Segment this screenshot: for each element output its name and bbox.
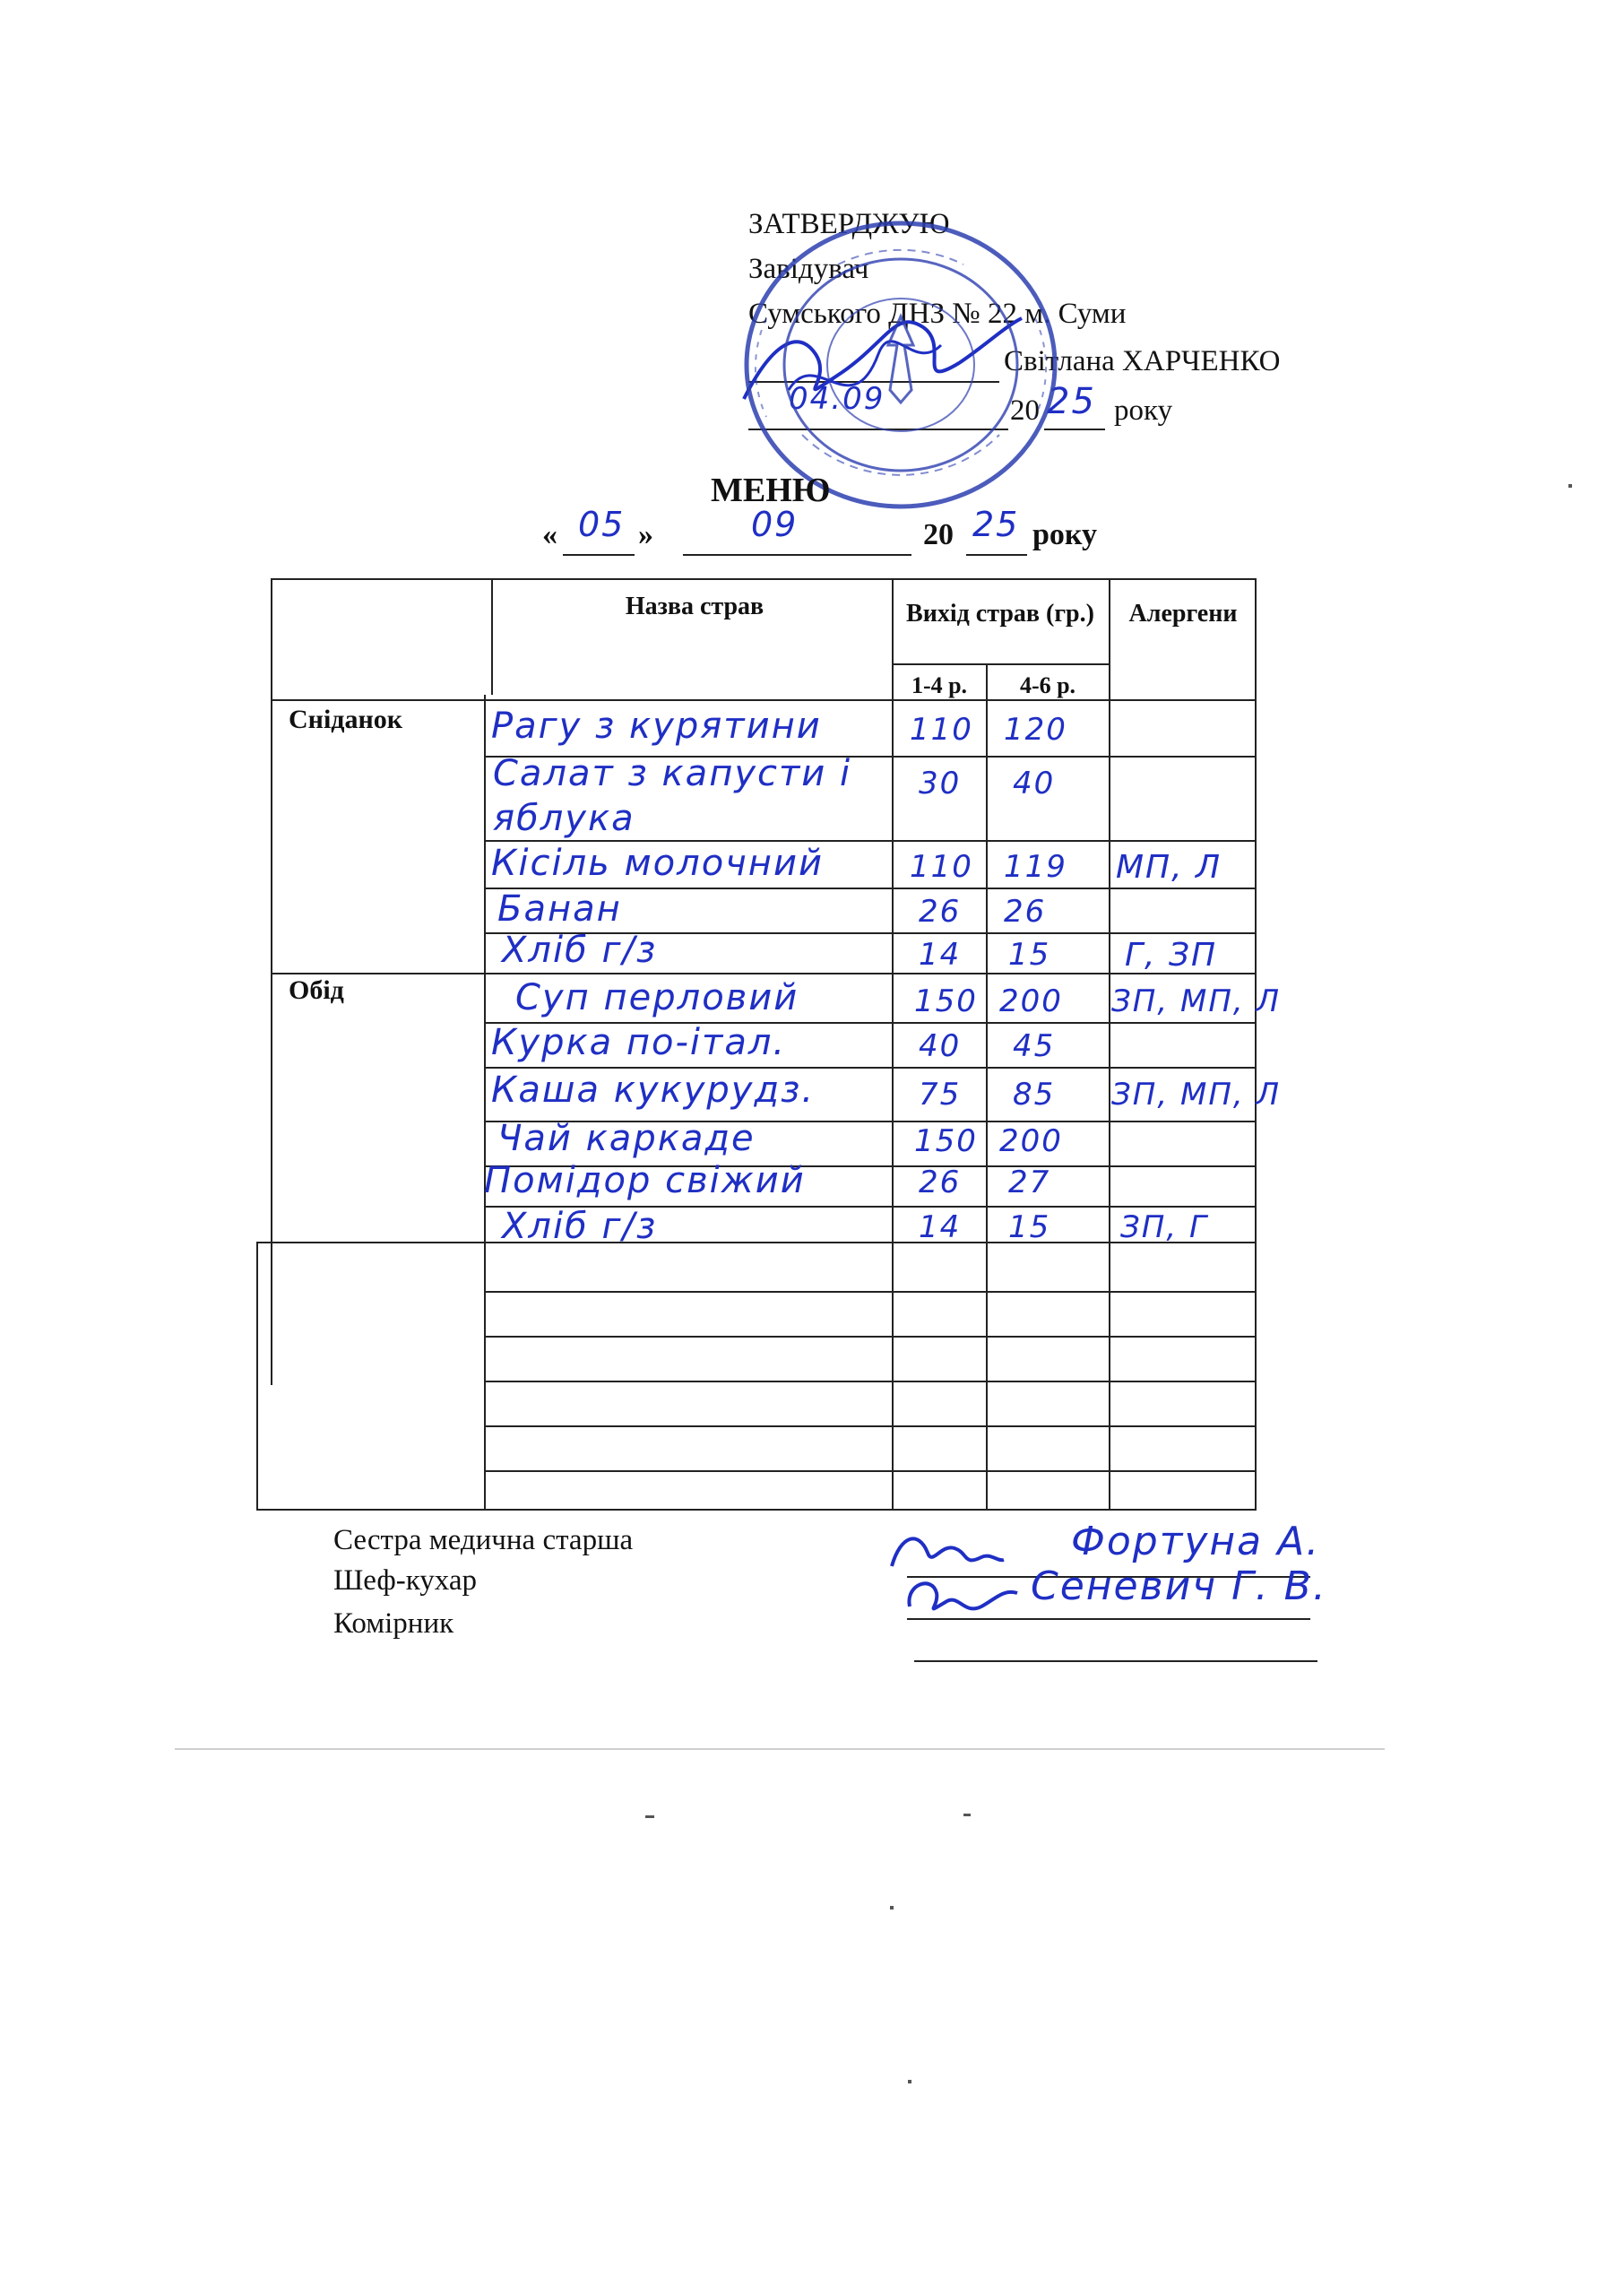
approval-year-prefix: 20 [1010, 394, 1040, 427]
table-bottom-border [256, 1509, 1257, 1511]
chef-label: Шеф-кухар [333, 1564, 477, 1597]
grams-4-6: 119 [1004, 849, 1067, 885]
grams-1-4: 26 [919, 1165, 962, 1200]
menu-month-line [683, 554, 911, 556]
grams-4-6: 120 [1004, 712, 1067, 748]
menu-day-line [563, 554, 635, 556]
dish-name: Помідор свіжий [484, 1160, 806, 1201]
header-allergens: Алергени [1128, 600, 1238, 628]
scan-speck [963, 1814, 971, 1816]
row-line [484, 1336, 1257, 1338]
grams-4-6: 15 [1008, 1209, 1051, 1245]
menu-year-word: року [1032, 518, 1098, 551]
header-age-1-4: 1-4 р. [911, 672, 968, 698]
menu-quote-close: » [638, 518, 653, 551]
chef-signature [896, 1571, 1022, 1624]
dish-name: Салат з капусти і яблука [493, 753, 852, 839]
header-age-4-6: 4-6 р. [1019, 672, 1076, 698]
table-right-border [1255, 578, 1257, 1511]
approval-date-day: 04.09 [789, 381, 885, 417]
approval-title: ЗАТВЕРДЖУЮ [748, 208, 950, 240]
grams-4-6: 15 [1008, 937, 1051, 973]
meal-label-lunch: Обід [289, 975, 344, 1005]
col-sep-output [1109, 578, 1110, 1511]
grams-1-4: 150 [914, 1123, 978, 1159]
scan-speck [890, 1906, 894, 1910]
grams-4-6: 26 [1004, 894, 1047, 930]
approval-year-word: року [1114, 394, 1173, 427]
dish-name: Чай каркаде [497, 1118, 756, 1159]
grams-1-4: 26 [919, 894, 962, 930]
grams-4-6: 200 [999, 1123, 1063, 1159]
menu-month: 09 [751, 505, 799, 544]
approval-name: Світлана ХАРЧЕНКО [1004, 345, 1281, 377]
menu-title: МЕНЮ [711, 472, 831, 509]
header-dish-name: Назва страв [625, 593, 764, 620]
grams-1-4: 110 [910, 849, 973, 885]
nurse-name: Фортуна А. [1071, 1519, 1321, 1564]
grams-1-4: 14 [919, 937, 962, 973]
grams-1-4: 40 [919, 1028, 962, 1064]
approval-year-suffix: 25 [1047, 381, 1096, 422]
meal-separator [256, 1242, 1257, 1243]
dish-name: Курка по-італ. [491, 1022, 787, 1063]
scan-speck [645, 1815, 654, 1818]
scan-speck [908, 2080, 911, 2083]
allergens: ЗП, МП, Л [1111, 1077, 1282, 1113]
allergens: ЗП, Г [1120, 1209, 1208, 1245]
dish-name: Кісіль молочний [491, 843, 824, 884]
grams-4-6: 27 [1008, 1165, 1051, 1200]
dish-name: Хліб г/з [502, 930, 658, 971]
allergens: Г, ЗП [1125, 937, 1218, 974]
approval-position: Завідувач [748, 253, 869, 285]
row-line [484, 1291, 1257, 1293]
approval-institution: Сумського ДНЗ № 22 м. Суми [748, 298, 1127, 330]
col-sep-dish [892, 578, 894, 1511]
grams-1-4: 75 [919, 1077, 962, 1113]
meal-label-breakfast: Сніданок [289, 705, 403, 734]
grams-4-6: 85 [1013, 1077, 1056, 1113]
col-sep-label [484, 695, 486, 1511]
header-output: Вихід страв (гр.) [906, 600, 1094, 628]
menu-quote-open: « [542, 518, 557, 551]
header-bottom-line [271, 699, 1257, 701]
grams-1-4: 110 [910, 712, 973, 748]
row-line [484, 1470, 1257, 1472]
grams-4-6: 200 [999, 983, 1063, 1019]
chef-name: Сеневич Г. В. [1031, 1563, 1327, 1609]
allergens: МП, Л [1116, 849, 1222, 886]
dish-name: Хліб г/з [502, 1206, 658, 1247]
col-sep-age [986, 663, 988, 1511]
grams-1-4: 30 [919, 766, 962, 801]
storekeeper-signature-line [914, 1660, 1317, 1662]
menu-year-line [966, 554, 1027, 556]
row-line [484, 1425, 1257, 1427]
scan-speck [1568, 484, 1572, 488]
meal-separator [271, 973, 1257, 974]
dish-name: Суп перловий [515, 977, 799, 1018]
nurse-label: Сестра медична старша [333, 1524, 634, 1556]
dish-name: Рагу з курятини [491, 706, 822, 747]
grams-1-4: 150 [914, 983, 978, 1019]
allergens: ЗП, МП, Л [1111, 983, 1282, 1019]
menu-year-suffix: 25 [972, 505, 1020, 544]
header-subline [892, 663, 1109, 665]
row-line [484, 1067, 1257, 1069]
col-sep-label-head [491, 578, 493, 695]
dish-name: Банан [497, 888, 622, 930]
table-left-border-lower [256, 1242, 258, 1511]
grams-4-6: 40 [1013, 766, 1056, 801]
grams-1-4: 14 [919, 1209, 962, 1245]
grams-4-6: 45 [1013, 1028, 1056, 1064]
row-line [484, 1381, 1257, 1382]
storekeeper-label: Комірник [333, 1607, 454, 1640]
menu-year-prefix: 20 [923, 518, 954, 551]
dish-name: Каша кукурудз. [491, 1070, 816, 1111]
scan-edge-line [175, 1748, 1385, 1750]
menu-day: 05 [578, 505, 626, 544]
